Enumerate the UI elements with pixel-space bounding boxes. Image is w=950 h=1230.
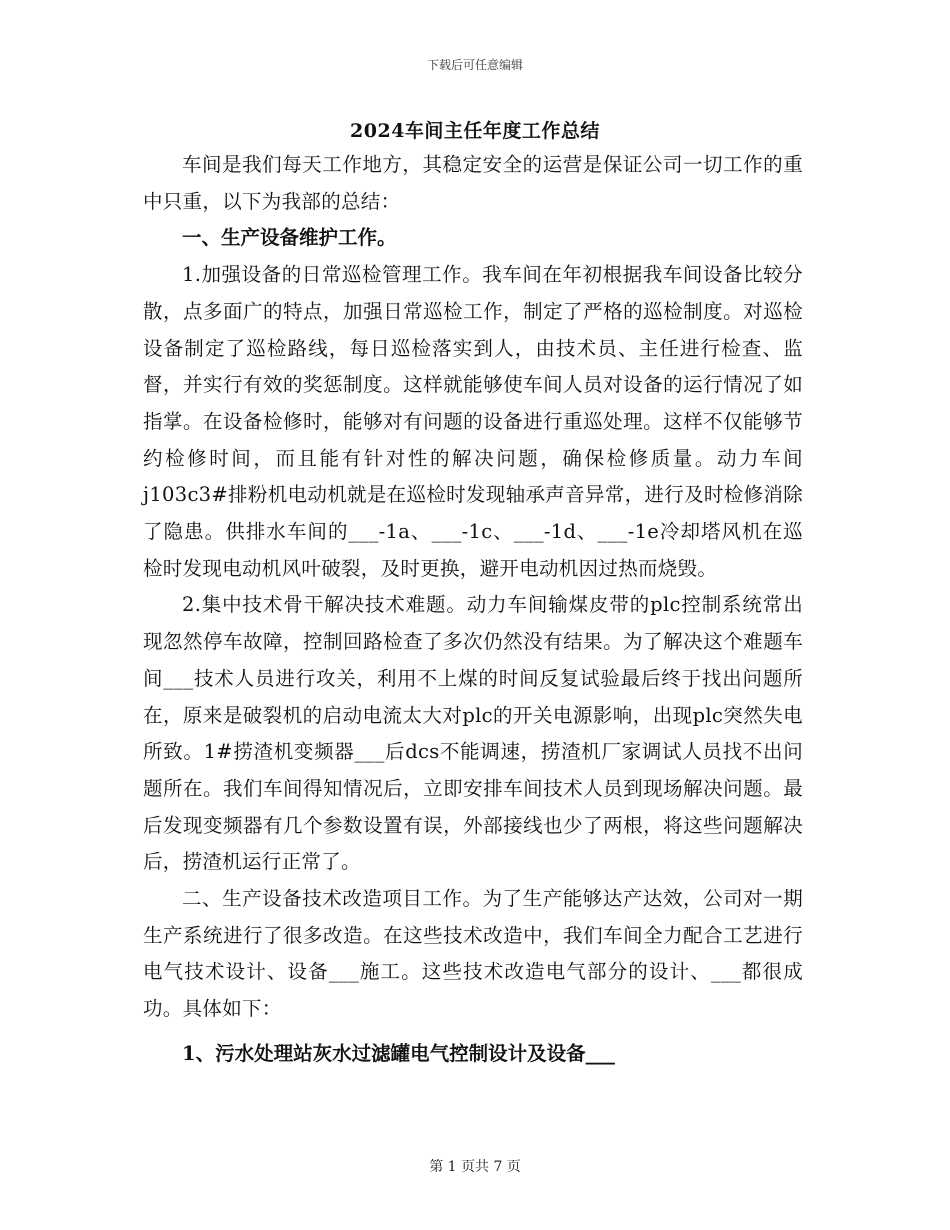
header-note: 下载后可任意编辑	[426, 58, 523, 72]
item-paragraph-2: 2.集中技术骨干解决技术难题。动力车间输煤皮带的plc控制系统常出现忽然停车故障，控制回路检查了多次仍然没有结果。为了解决这个难题车间___技术人员进行攻关，利用不上煤的时间反复试验最后终于找出问题所在，原来是破裂机的启动电流太大对plc的开关电源影响，出现plc突然失电所致。1#捞渣机变频器___后dcs不能调速，捞渣机厂家调试人员找不出问题所在。我们车间得知情况后，立即安排车间技术人员到现场解决问题。最后发现变频器有几个参数设置有误，外部接线也少了两根，将这些问题解决后，捞渣机运行正常了。	[143, 593, 803, 874]
intro-paragraph: 车间是我们每天工作地方，其稳定安全的运营是保证公司一切工作的重中只重，以下为我部的总结：	[143, 153, 803, 213]
document-body	[143, 147, 803, 1073]
page-footer: 第 1 页共 7 页	[429, 1159, 521, 1175]
subheading-1: 1、污水处理站灰水过滤罐电气控制设计及设备___	[182, 1041, 615, 1065]
section-heading-1: 一、生产设备维护工作。	[182, 226, 397, 250]
document-title: 2024车间主任年度工作总结	[350, 120, 600, 142]
item-paragraph-1: 1.加强设备的日常巡检管理工作。我车间在年初根据我车间设备比较分散，点多面广的特点，加强日常巡检工作，制定了严格的巡检制度。对巡检设备制定了巡检路线，每日巡检落实到人，由技术员、主任进行检查、监督，并实行有效的奖惩制度。这样就能够使车间人员对设备的运行情况了如指掌。在设备检修时，能够对有问题的设备进行重巡处理。这样不仅能够节约检修时间，而且能有针对性的解决问题，确保检修质量。动力车间j103c3#排粉机电动机就是在巡检时发现轴承声音异常，进行及时检修消除了隐患。供排水车间的___-1a、___-1c、___-1d、___-1e冷却塔风机在巡检时发现电动机风叶破裂，及时更换，避开电动机因过热而烧毁。	[143, 263, 803, 580]
section-paragraph-2: 二、生产设备技术改造项目工作。为了生产能够达产达效，公司对一期生产系统进行了很多改造。在这些技术改造中，我们车间全力配合工艺进行电气技术设计、设备___施工。这些技术改造电气部分的设计、___都很成功。具体如下：	[143, 887, 803, 1021]
